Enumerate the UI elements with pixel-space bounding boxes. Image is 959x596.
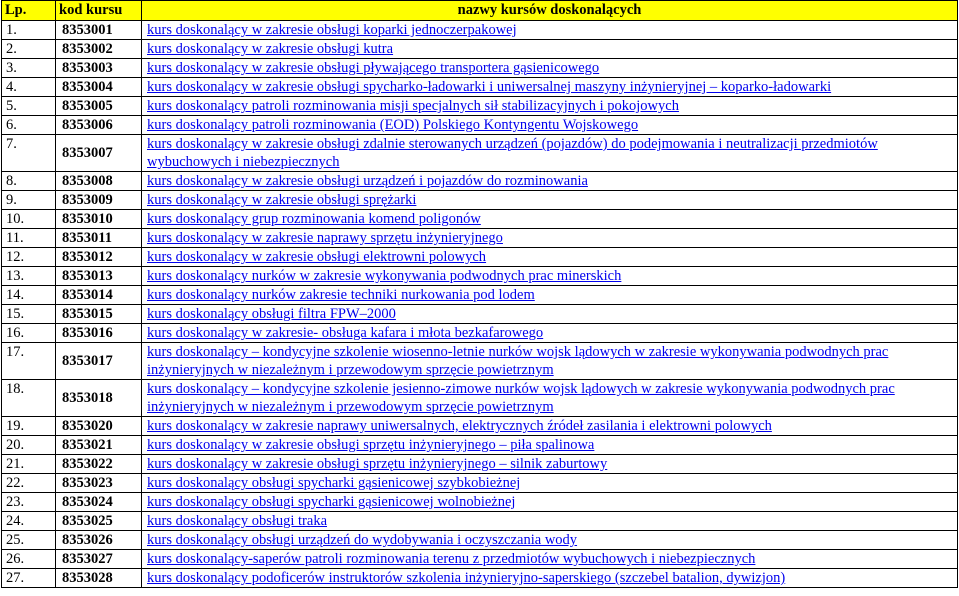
row-code: 8353014 (56, 286, 142, 305)
header-code: kod kursu (56, 1, 142, 21)
row-code: 8353006 (56, 116, 142, 135)
course-link[interactable]: kurs doskonalący w zakresie obsługi zdalnie sterowanych urządzeń (pojazdów) do podejmowania i neutralizacji przedmiotów wybuchowych i niebezpiecznych (147, 136, 878, 170)
row-lp: 25. (2, 531, 56, 550)
row-code: 8353028 (56, 569, 142, 588)
row-lp: 4. (2, 78, 56, 97)
row-lp: 6. (2, 116, 56, 135)
row-code: 8353003 (56, 59, 142, 78)
row-name-cell (142, 116, 958, 135)
table-row (2, 97, 958, 116)
table-row (2, 267, 958, 286)
row-lp: 10. (2, 210, 56, 229)
table-row (2, 417, 958, 436)
row-lp: 23. (2, 493, 56, 512)
row-code: 8353010 (56, 210, 142, 229)
course-link[interactable]: kurs doskonalący patroli rozminowania (EOD) Polskiego Kontyngentu Wojskowego (147, 117, 639, 133)
course-link[interactable]: kurs doskonalący obsługi spycharki gąsienicowej wolnobieżnej (147, 494, 516, 510)
table-row (2, 531, 958, 550)
row-lp: 11. (2, 229, 56, 248)
table-row (2, 191, 958, 210)
row-name-cell (142, 229, 958, 248)
row-lp: 14. (2, 286, 56, 305)
row-lp: 24. (2, 512, 56, 531)
course-link[interactable]: kurs doskonalący w zakresie obsługi kutra (147, 41, 394, 57)
table-row (2, 380, 958, 417)
table-row (2, 210, 958, 229)
row-lp: 5. (2, 97, 56, 116)
row-name-cell (142, 191, 958, 210)
table-row (2, 116, 958, 135)
row-code: 8353007 (56, 135, 142, 172)
row-lp: 1. (2, 21, 56, 40)
row-name-cell (142, 474, 958, 493)
row-lp: 20. (2, 436, 56, 455)
table-row (2, 135, 958, 172)
row-name-cell (142, 21, 958, 40)
row-name-cell (142, 493, 958, 512)
course-link[interactable]: kurs doskonalący-saperów patroli rozminowania terenu z przedmiotów wybuchowych i niebezpiecznych (147, 551, 756, 567)
row-code: 8353020 (56, 417, 142, 436)
row-name-cell (142, 550, 958, 569)
table-row (2, 248, 958, 267)
table-row (2, 78, 958, 97)
course-link[interactable]: kurs doskonalący – kondycyjne szkolenie jesienno-zimowe nurków wojsk lądowych w zakresie wykonywania podwodnych prac inżynieryjnych w niezależnym i przewodowym sprzęcie powietrznym (147, 381, 895, 415)
course-link[interactable]: kurs doskonalący w zakresie obsługi sprzętu inżynieryjnego – piła spalinowa (147, 437, 595, 453)
row-lp: 9. (2, 191, 56, 210)
row-name-cell (142, 210, 958, 229)
row-code: 8353011 (56, 229, 142, 248)
row-lp: 27. (2, 569, 56, 588)
course-link[interactable]: kurs doskonalący w zakresie obsługi koparki jednoczerpakowej (147, 22, 517, 38)
row-code: 8353013 (56, 267, 142, 286)
course-link[interactable]: kurs doskonalący w zakresie naprawy uniwersalnych, elektrycznych źródeł zasilania i elektrowni polowych (147, 418, 772, 434)
row-code: 8353017 (56, 343, 142, 380)
row-name-cell (142, 569, 958, 588)
row-name-cell (142, 97, 958, 116)
table-row (2, 59, 958, 78)
table-row (2, 550, 958, 569)
header-lp: Lp. (2, 1, 56, 21)
course-link[interactable]: kurs doskonalący w zakresie obsługi sprężarki (147, 192, 417, 208)
row-name-cell (142, 305, 958, 324)
table-row (2, 493, 958, 512)
course-link[interactable]: kurs doskonalący w zakresie obsługi sprzętu inżynieryjnego – silnik zaburtowy (147, 456, 608, 472)
row-name-cell (142, 40, 958, 59)
row-lp: 15. (2, 305, 56, 324)
row-lp: 16. (2, 324, 56, 343)
row-name-cell (142, 417, 958, 436)
table-row (2, 324, 958, 343)
row-code: 8353027 (56, 550, 142, 569)
row-lp: 18. (2, 380, 56, 417)
row-code: 8353001 (56, 21, 142, 40)
courses-table (1, 0, 958, 588)
row-name-cell (142, 59, 958, 78)
table-row (2, 21, 958, 40)
row-code: 8353005 (56, 97, 142, 116)
table-row (2, 229, 958, 248)
table-row (2, 40, 958, 59)
course-link[interactable]: kurs doskonalący w zakresie- obsługa kafara i młota bezkafarowego (147, 325, 544, 341)
row-lp: 22. (2, 474, 56, 493)
course-link[interactable]: kurs doskonalący obsługi traka (147, 513, 328, 529)
row-code: 8353004 (56, 78, 142, 97)
course-link[interactable]: kurs doskonalący w zakresie obsługi elektrowni polowych (147, 249, 487, 265)
table-row (2, 474, 958, 493)
row-lp: 19. (2, 417, 56, 436)
row-lp: 7. (2, 135, 56, 172)
course-link[interactable]: kurs doskonalący w zakresie obsługi pływającego transportera gąsienicowego (147, 60, 600, 76)
table-row (2, 286, 958, 305)
row-name-cell (142, 324, 958, 343)
row-code: 8353012 (56, 248, 142, 267)
row-name-cell (142, 380, 958, 417)
table-row (2, 343, 958, 380)
course-link[interactable]: kurs doskonalący w zakresie naprawy sprzętu inżynieryjnego (147, 230, 503, 246)
row-lp: 12. (2, 248, 56, 267)
course-link[interactable]: kurs doskonalący nurków zakresie techniki nurkowania pod lodem (147, 287, 535, 303)
row-name-cell (142, 343, 958, 380)
table-row (2, 172, 958, 191)
table-row (2, 512, 958, 531)
row-code: 8353002 (56, 40, 142, 59)
row-name-cell (142, 172, 958, 191)
header-name: nazwy kursów doskonalących (142, 1, 958, 21)
row-name-cell (142, 267, 958, 286)
row-code: 8353021 (56, 436, 142, 455)
table-row (2, 569, 958, 588)
course-link[interactable]: kurs doskonalący – kondycyjne szkolenie wiosenno-letnie nurków wojsk lądowych w zakresie wykonywania podwodnych prac inżynieryjnych w niezależnym i przewodowym sprzęcie powietrznym (147, 344, 889, 378)
course-link[interactable]: kurs doskonalący nurków w zakresie wykonywania podwodnych prac minerskich (147, 268, 622, 284)
row-lp: 3. (2, 59, 56, 78)
table-row (2, 436, 958, 455)
row-lp: 2. (2, 40, 56, 59)
course-link[interactable]: kurs doskonalący patroli rozminowania misji specjalnych sił stabilizacyjnych i pokojowych (147, 98, 679, 114)
row-code: 8353024 (56, 493, 142, 512)
course-link[interactable]: kurs doskonalący obsługi spycharki gąsienicowej szybkobieżnej (147, 475, 521, 491)
course-link[interactable]: kurs doskonalący grup rozminowania komend poligonów (147, 211, 481, 227)
row-lp: 13. (2, 267, 56, 286)
row-code: 8353015 (56, 305, 142, 324)
course-link[interactable]: kurs doskonalący podoficerów instruktorów szkolenia inżynieryjno-saperskiego (szczebel batalion, dywizjon) (147, 570, 786, 586)
row-lp: 21. (2, 455, 56, 474)
table-row (2, 455, 958, 474)
row-code: 8353023 (56, 474, 142, 493)
course-link[interactable]: kurs doskonalący obsługi filtra FPW–2000 (147, 306, 396, 322)
row-lp: 17. (2, 343, 56, 380)
row-name-cell (142, 135, 958, 172)
row-code: 8353016 (56, 324, 142, 343)
row-lp: 26. (2, 550, 56, 569)
row-lp: 8. (2, 172, 56, 191)
course-link[interactable]: kurs doskonalący obsługi urządzeń do wydobywania i oczyszczania wody (147, 532, 578, 548)
row-code: 8353022 (56, 455, 142, 474)
table-row (2, 305, 958, 324)
row-code: 8353026 (56, 531, 142, 550)
row-name-cell (142, 248, 958, 267)
row-code: 8353009 (56, 191, 142, 210)
row-code: 8353018 (56, 380, 142, 417)
row-name-cell (142, 512, 958, 531)
row-name-cell (142, 286, 958, 305)
course-link[interactable]: kurs doskonalący w zakresie obsługi urządzeń i pojazdów do rozminowania (147, 173, 588, 189)
row-name-cell (142, 455, 958, 474)
row-code: 8353025 (56, 512, 142, 531)
course-link[interactable]: kurs doskonalący w zakresie obsługi spycharko-ładowarki i uniwersalnej maszyny inżynieryjnej – koparko-ładowarki (147, 79, 832, 95)
row-code: 8353008 (56, 172, 142, 191)
row-name-cell (142, 78, 958, 97)
header-row (2, 1, 958, 21)
row-name-cell (142, 436, 958, 455)
row-name-cell (142, 531, 958, 550)
